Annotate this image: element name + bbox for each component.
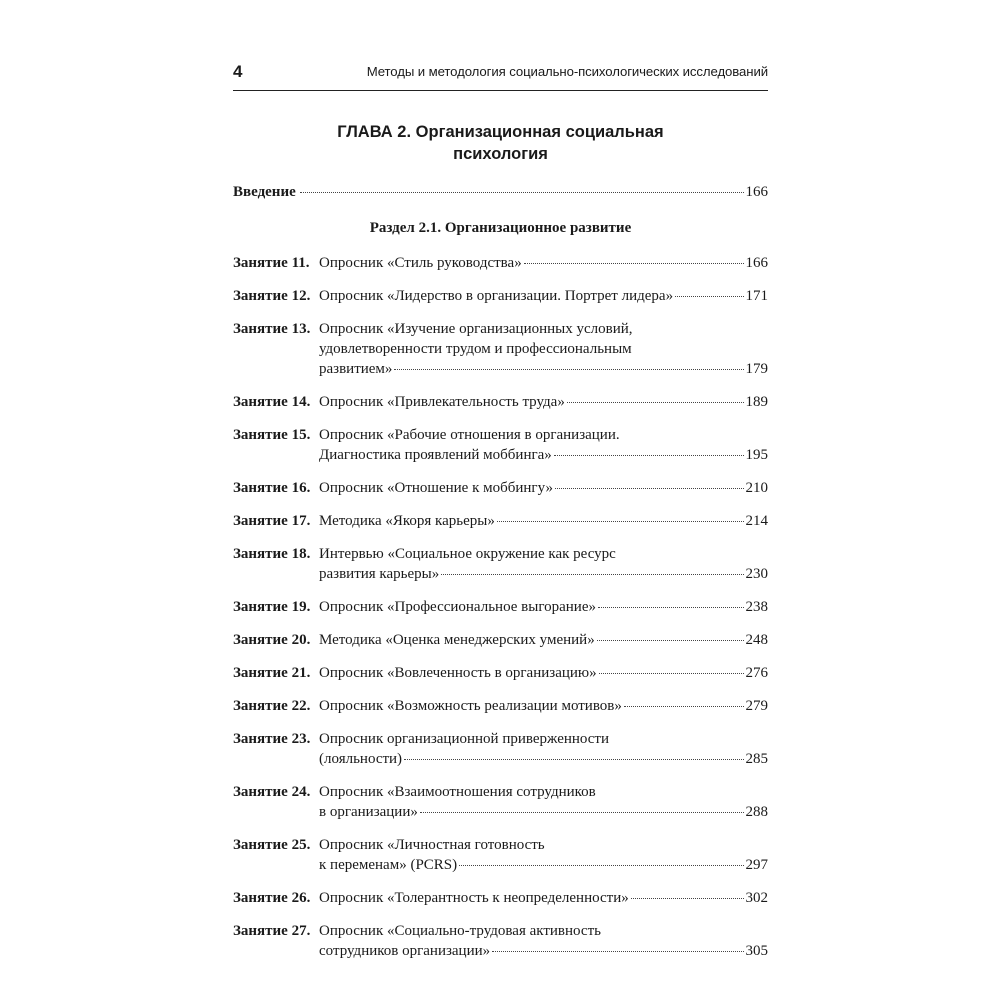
toc-entry-text-line: Интервью «Социальное окружение как ресурс [319,546,616,562]
toc-entry-text-line: Опросник «Взаимоотношения сотрудников [319,784,596,800]
dot-leader [404,759,743,760]
toc-entry-text-line: развитием» [319,361,393,377]
dot-leader [598,607,744,608]
toc-entry[interactable] [233,286,768,306]
chapter-title-line-2: психология [453,145,548,163]
toc-entry[interactable] [233,696,768,716]
toc-entry-label: Введение [233,184,296,200]
toc-entry-text-line: Опросник «Социально-трудовая активность [319,923,601,939]
toc-entry[interactable] [233,835,768,875]
toc-page-number: 166 [745,184,768,200]
dot-leader [459,865,743,866]
toc-entry-label: Занятие 20. [233,632,311,648]
page-number: 4 [233,62,243,81]
toc-entry-text-line: Опросник «Лидерство в организации. Портрет лидера» [319,288,674,304]
toc-entry-label: Занятие 17. [233,513,311,529]
toc-page-number: 238 [745,599,768,615]
toc-entry[interactable] [233,425,768,465]
chapter-title [233,121,768,165]
toc-entry[interactable] [233,253,768,273]
dot-leader [597,640,744,641]
toc-entry-label: Занятие 26. [233,890,311,906]
dot-leader [555,488,744,489]
dot-leader [420,812,744,813]
dot-leader [675,296,743,297]
toc-entry[interactable] [233,888,768,908]
toc-entry-text-line: Диагностика проявлений моббинга» [319,447,552,463]
toc-entry-text-line: Опросник «Возможность реализации мотивов» [319,698,622,714]
dot-leader [624,706,744,707]
toc-entry-label: Занятие 14. [233,394,311,410]
running-title: Методы и методология социально-психологических исследований [366,64,768,79]
toc-entry-label: Занятие 22. [233,698,311,714]
dot-leader [394,369,743,370]
toc-page-number: 195 [745,447,768,463]
toc-entry-text-line: Опросник «Рабочие отношения в организации. [319,427,620,443]
toc-page-number: 285 [745,751,768,767]
toc-entry-label: Занятие 24. [233,784,311,800]
dot-leader [441,574,743,575]
toc-list [233,253,768,961]
toc-entry-label: Занятие 13. [233,321,311,337]
toc-entry[interactable] [233,782,768,822]
toc-page-number: 210 [745,480,768,496]
dot-leader [567,402,744,403]
toc-entry[interactable] [233,478,768,498]
toc-entry-label: Занятие 23. [233,731,311,747]
toc-entry-label: Занятие 27. [233,923,311,939]
toc-page-number: 214 [745,513,768,529]
toc-entry-text-line: развития карьеры» [319,566,440,582]
toc-entry-label: Занятие 18. [233,546,311,562]
toc-entry[interactable] [233,597,768,617]
toc-page-number: 305 [745,943,768,959]
toc-entry-text-line: (лояльности) [319,751,403,767]
toc-entry-text-line: удовлетворенности трудом и профессиональным [319,341,632,357]
toc-entry-text-line: Опросник «Личностная готовность [319,837,545,853]
toc-page-number: 279 [745,698,768,714]
toc-entry-label: Занятие 11. [233,255,310,271]
toc-entry[interactable] [233,319,768,379]
toc-page-number: 248 [745,632,768,648]
toc-page-number: 189 [745,394,768,410]
toc-entry[interactable] [233,729,768,769]
toc-entry-text-line: Опросник «Профессиональное выгорание» [319,599,596,615]
toc-entry-text-line: Опросник «Отношение к моббингу» [319,480,553,496]
toc-entry[interactable] [233,921,768,961]
toc-entry-text-line: Опросник «Привлекательность труда» [319,394,565,410]
toc-entry-text-line: к переменам» (PCRS) [319,857,458,873]
dot-leader [492,951,743,952]
toc-entry-text-line: Опросник «Толерантность к неопределенности» [319,890,629,906]
toc-entry-text-line: сотрудников организации» [319,943,491,959]
toc-page-number: 288 [745,804,768,820]
toc-entry[interactable] [233,630,768,650]
page-header [233,60,768,91]
chapter-title-line-1: ГЛАВА 2. Организационная социальная [337,123,664,141]
toc-entry-text-line: Опросник «Изучение организационных условий, [319,321,633,337]
toc-entry-text-line: Опросник «Вовлеченность в организацию» [319,665,597,681]
toc-entry[interactable] [233,392,768,412]
toc-entry-label: Занятие 19. [233,599,311,615]
toc-entry-text-line: Методика «Оценка менеджерских умений» [319,632,595,648]
toc-entry[interactable] [233,511,768,531]
dot-leader [497,521,744,522]
toc-page-number: 171 [745,288,768,304]
book-page [233,60,768,961]
toc-page-number: 230 [745,566,768,582]
toc-entry-label: Занятие 15. [233,427,311,443]
toc-page-number: 276 [745,665,768,681]
toc-entry-intro[interactable] [233,182,768,202]
dot-leader [524,263,744,264]
dot-leader [554,455,744,456]
toc-page-number: 166 [745,255,768,271]
dot-leader [300,192,744,193]
toc-entry-label: Занятие 25. [233,837,311,853]
toc-page-number: 297 [745,857,768,873]
section-title: Раздел 2.1. Организационное развитие [369,220,632,236]
toc-entry-label: Занятие 16. [233,480,311,496]
toc-entry-text-line: в организации» [319,804,418,820]
toc-page-number: 302 [745,890,768,906]
toc-entry-label: Занятие 21. [233,665,311,681]
toc-entry[interactable] [233,544,768,584]
toc-entry-text-line: Опросник «Стиль руководства» [319,255,522,271]
toc-entry[interactable] [233,663,768,683]
toc-entry-text-line: Опросник организационной приверженности [319,731,610,747]
dot-leader [599,673,744,674]
toc-entry-label: Занятие 12. [233,288,311,304]
toc-entry-text-line: Методика «Якоря карьеры» [319,513,495,529]
dot-leader [631,898,744,899]
toc-page-number: 179 [745,361,768,377]
